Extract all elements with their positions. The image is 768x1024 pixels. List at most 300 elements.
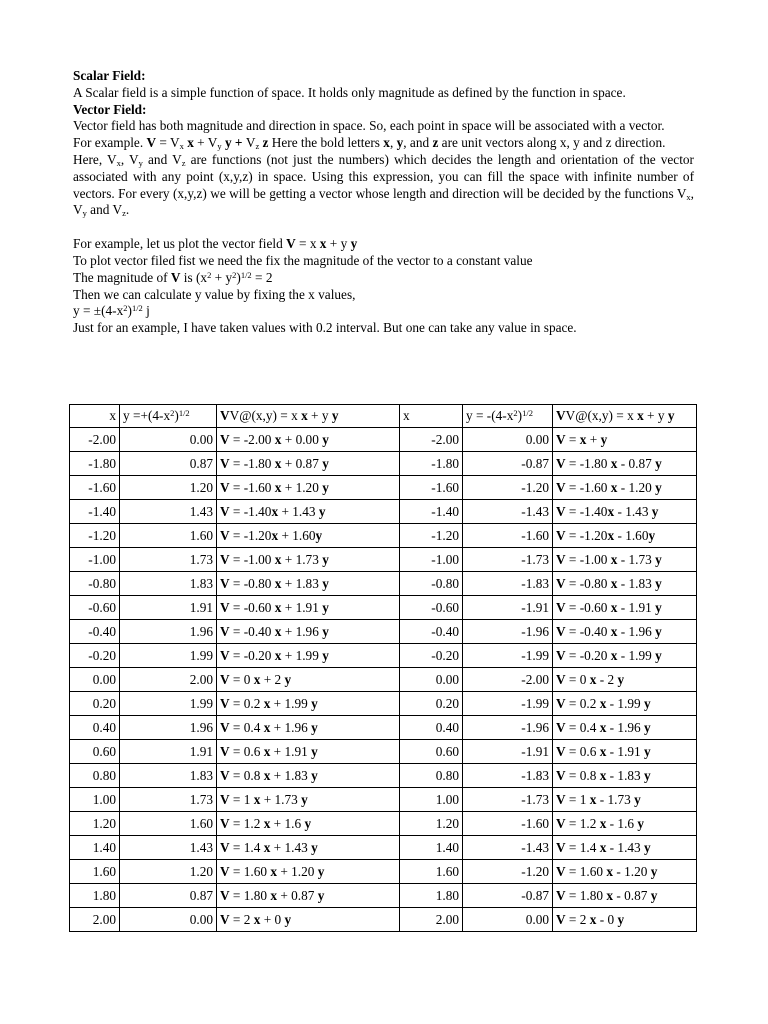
text-run: V: [220, 599, 230, 615]
text-run: - 1.20: [617, 479, 656, 495]
text-run: = -0.20: [229, 647, 275, 663]
subscript: x: [116, 157, 121, 168]
text-run: - 1.96: [617, 623, 656, 639]
text-run: V: [220, 647, 230, 663]
text-run: - 1.43: [606, 839, 645, 855]
text-run: y: [650, 863, 658, 879]
cell-x: -1.80: [70, 452, 120, 476]
text-run: is (x: [180, 269, 208, 285]
cell-x: 0.60: [400, 740, 463, 764]
table-row: [70, 596, 697, 620]
text-run: The magnitude of: [73, 269, 171, 285]
superscript: 1/2: [522, 408, 533, 418]
cell-x: -1.20: [400, 524, 463, 548]
cell-v-negative: [553, 620, 697, 644]
text-run: V: [220, 695, 230, 711]
table-row: [70, 668, 697, 692]
cell-x: -1.00: [400, 548, 463, 572]
cell-v-negative: [553, 428, 697, 452]
text-run: + 1.99: [270, 695, 312, 711]
text-run: + 1.96: [270, 719, 312, 735]
text-run: y: [396, 135, 404, 151]
text-run: and V: [142, 151, 182, 167]
subscript: z: [181, 157, 186, 168]
superscript: 1/2: [240, 269, 252, 280]
text-run: x: [589, 791, 597, 807]
subscript: y: [138, 157, 143, 168]
text-run: = 2: [565, 911, 590, 927]
cell-x: 0.80: [400, 764, 463, 788]
cell-v-positive: [217, 548, 400, 572]
text-run: V: [556, 527, 566, 543]
superscript: 1/2: [178, 408, 190, 418]
text-run: + 1.99: [281, 647, 323, 663]
cell-x: 0.40: [70, 716, 120, 740]
text-run: x: [274, 623, 282, 639]
cell-y-negative: -1.43: [463, 836, 553, 860]
text-run: y: [350, 236, 358, 252]
text-run: = 0.4: [565, 719, 600, 735]
text-run: y: [311, 839, 318, 855]
cell-y-positive: 0.00: [120, 428, 217, 452]
cell-x: 1.20: [70, 812, 120, 836]
cell-v-negative: [553, 860, 697, 884]
cell-x: -1.40: [400, 500, 463, 524]
text-run: V: [286, 236, 296, 252]
cell-x: -1.40: [70, 500, 120, 524]
text-run: - 1.60: [614, 527, 649, 543]
cell-y-positive: 1.73: [120, 548, 217, 572]
text-run: = -0.60: [565, 599, 611, 615]
text-run: y: [637, 815, 645, 831]
text-run: + 1.96: [281, 623, 323, 639]
text-run: z: [262, 135, 269, 151]
text-run: = 1.4: [565, 839, 600, 855]
text-run: V: [220, 767, 230, 783]
text-run: x: [263, 839, 271, 855]
cell-v-positive: [217, 836, 400, 860]
cell-v-negative: [553, 764, 697, 788]
cell-v-positive: [217, 740, 400, 764]
superscript: 2: [513, 408, 518, 418]
text-run: = 0.6: [565, 743, 600, 759]
cell-x: -1.20: [70, 524, 120, 548]
text-run: V: [556, 815, 566, 831]
text-run: = -1.00: [565, 551, 611, 567]
text-run: + 0.87: [281, 455, 323, 471]
text-run: x: [263, 815, 271, 831]
cell-v-negative: [553, 692, 697, 716]
cell-x: 0.00: [70, 668, 120, 692]
text-run: x: [383, 135, 390, 151]
text-run: x: [610, 551, 618, 567]
text-run: + 2: [260, 671, 285, 687]
cell-y-negative: -1.20: [463, 476, 553, 500]
vector-example-paragraph: [73, 135, 694, 152]
cell-y-positive: 1.60: [120, 812, 217, 836]
text-run: y: [644, 839, 651, 855]
text-run: y: [322, 455, 329, 471]
cell-y-positive: 1.43: [120, 500, 217, 524]
text-run: For example, let us plot the vector field: [73, 236, 287, 252]
cell-x: -0.80: [70, 572, 120, 596]
text-run: V: [220, 479, 230, 495]
cell-y-positive: 0.87: [120, 884, 217, 908]
cell-x: 0.80: [70, 764, 120, 788]
text-run: - 1.73: [617, 551, 656, 567]
text-run: - 1.83: [617, 575, 656, 591]
cell-y-positive: 1.83: [120, 572, 217, 596]
table-row: [70, 716, 697, 740]
cell-v-negative: [553, 716, 697, 740]
interval-line: Just for an example, I have taken values with 0.2 interval. But one can take any value in space.: [73, 320, 577, 336]
text-run: x: [253, 911, 261, 927]
text-run: V: [220, 575, 230, 591]
text-run: x: [274, 455, 282, 471]
header-x-negative: x: [400, 405, 463, 428]
text-run: y: [322, 623, 329, 639]
cell-y-negative: -1.20: [463, 860, 553, 884]
cell-x: 1.60: [70, 860, 120, 884]
text-run: , and: [403, 135, 433, 151]
text-run: = 0.2: [565, 695, 600, 711]
text-run: = -0.80: [565, 575, 611, 591]
text-run: + 1.91: [281, 599, 323, 615]
text-run: ): [127, 303, 132, 319]
text-run: Here, V: [73, 151, 117, 167]
text-run: V: [220, 527, 230, 543]
cell-y-positive: 1.73: [120, 788, 217, 812]
text-run: y: [617, 911, 625, 927]
table-row: [70, 500, 697, 524]
cell-y-positive: 1.99: [120, 644, 217, 668]
table-row: [70, 452, 697, 476]
superscript: 2: [232, 269, 237, 280]
text-run: y: [318, 503, 326, 519]
vector-field-paragraph: Vector field has both magnitude and direction in space. So, each point in space will be associated with a vector.: [73, 118, 665, 134]
text-run: y: [322, 551, 329, 567]
cell-x: -2.00: [70, 428, 120, 452]
text-run: x: [319, 236, 327, 252]
cell-x: -0.40: [400, 620, 463, 644]
cell-x: -0.40: [70, 620, 120, 644]
header-v-positive: [217, 405, 400, 428]
text-run: = -0.20: [565, 647, 611, 663]
subscript: z: [122, 208, 126, 219]
text-run: = 0.8: [565, 767, 600, 783]
document-body: [73, 68, 694, 337]
table-row: [70, 836, 697, 860]
text-run: = 2: [229, 911, 254, 927]
subscript: x: [179, 141, 184, 152]
cell-y-negative: 0.00: [463, 908, 553, 932]
text-run: = 0.8: [229, 767, 264, 783]
text-run: - 0.87: [617, 455, 656, 471]
cell-x: 1.80: [70, 884, 120, 908]
cell-x: 0.40: [400, 716, 463, 740]
cell-y-negative: -1.83: [463, 572, 553, 596]
text-run: V: [556, 431, 566, 447]
cell-v-negative: [553, 644, 697, 668]
cell-y-positive: 1.60: [120, 524, 217, 548]
cell-v-negative: [553, 836, 697, 860]
text-run: x: [606, 863, 614, 879]
text-run: + 1.83: [270, 767, 312, 783]
cell-v-negative: [553, 788, 697, 812]
text-run: x: [270, 887, 278, 903]
text-run: y = -(4-x: [466, 408, 514, 423]
text-run: x: [610, 479, 618, 495]
text-run: y: [650, 887, 658, 903]
cell-x: -2.00: [400, 428, 463, 452]
text-run: V: [556, 623, 566, 639]
cell-v-positive: [217, 572, 400, 596]
text-run: - 1.91: [606, 743, 645, 759]
text-run: are unit vectors along x, y and z direction.: [438, 135, 666, 151]
superscript: 2: [170, 408, 175, 418]
text-run: V: [170, 269, 181, 285]
cell-x: 0.60: [70, 740, 120, 764]
text-run: V: [556, 767, 566, 783]
text-run: + 0: [260, 911, 285, 927]
text-run: y: [284, 911, 292, 927]
text-run: x: [270, 863, 278, 879]
cell-v-negative: [553, 524, 697, 548]
text-run: y = ±(4-x: [73, 303, 124, 319]
cell-y-negative: -1.99: [463, 692, 553, 716]
text-run: V@(x,y) = x: [565, 408, 638, 423]
text-run: , V: [120, 151, 139, 167]
cell-x: 1.80: [400, 884, 463, 908]
cell-y-positive: 1.96: [120, 716, 217, 740]
text-run: y: [311, 743, 318, 759]
cell-y-positive: 1.20: [120, 476, 217, 500]
text-run: = -1.80: [229, 455, 275, 471]
text-run: V: [220, 503, 230, 519]
text-run: + 1.83: [281, 575, 323, 591]
text-run: x: [610, 623, 618, 639]
text-run: y: [284, 671, 292, 687]
text-run: V: [220, 719, 230, 735]
text-run: .: [125, 202, 130, 218]
cell-v-positive: [217, 644, 400, 668]
text-run: - 1.83: [606, 767, 645, 783]
text-run: V: [556, 911, 566, 927]
cell-v-positive: [217, 596, 400, 620]
text-run: - 0.87: [613, 887, 651, 903]
cell-y-positive: 1.99: [120, 692, 217, 716]
text-run: x: [263, 719, 271, 735]
cell-y-negative: -0.87: [463, 884, 553, 908]
text-run: y: [322, 479, 329, 495]
text-run: y: [655, 599, 662, 615]
cell-y-negative: -1.83: [463, 764, 553, 788]
text-run: x: [607, 503, 615, 519]
text-run: V: [556, 839, 566, 855]
text-run: y: [224, 135, 232, 151]
text-run: + 0.00: [281, 431, 323, 447]
text-run: V: [556, 695, 566, 711]
cell-y-negative: -1.73: [463, 788, 553, 812]
cell-x: 0.20: [70, 692, 120, 716]
text-run: = 1.4: [229, 839, 264, 855]
cell-v-positive: [217, 860, 400, 884]
cell-x: -1.60: [70, 476, 120, 500]
text-run: = 0: [229, 671, 254, 687]
text-run: - 1.99: [617, 647, 656, 663]
text-run: y: [667, 408, 675, 423]
scalar-field-heading: Scalar Field:: [73, 68, 146, 83]
text-run: y: [651, 503, 659, 519]
table-row: [70, 860, 697, 884]
table-row: [70, 884, 697, 908]
cell-y-negative: -1.96: [463, 620, 553, 644]
text-run: x: [637, 408, 644, 423]
table-row: [70, 548, 697, 572]
text-run: V: [556, 671, 566, 687]
text-run: + 1.43: [278, 503, 319, 519]
text-run: x: [606, 887, 614, 903]
text-run: =: [565, 431, 580, 447]
table-row: [70, 476, 697, 500]
text-run: and V: [86, 202, 123, 218]
text-run: = -1.40: [229, 503, 272, 519]
text-run: V: [556, 455, 566, 471]
text-run: - 0: [596, 911, 618, 927]
text-run: + V: [193, 135, 218, 151]
text-run: V: [556, 647, 566, 663]
table-row: [70, 692, 697, 716]
cell-v-positive: [217, 764, 400, 788]
text-run: = 0.6: [229, 743, 264, 759]
cell-x: -0.60: [70, 596, 120, 620]
text-run: Here the bold letters: [268, 135, 384, 151]
text-run: z: [432, 135, 439, 151]
header-v-negative: [553, 405, 697, 428]
text-run: are functions (not just the numbers) which decides the length and orientation of the vector associated with any point (x,y,z) in space. Using this expression, you can fill the space with infinite number of vectors. For every (x,y,z) we will be getting a vector whose length and direction will be decided by the functions V: [73, 151, 694, 201]
text-run: y =+(4-x: [123, 408, 171, 423]
cell-x: 1.40: [400, 836, 463, 860]
cell-x: -0.80: [400, 572, 463, 596]
functions-paragraph: [73, 152, 694, 219]
text-run: V: [556, 791, 566, 807]
text-run: V: [556, 503, 566, 519]
text-run: x: [263, 767, 271, 783]
text-run: y: [322, 599, 329, 615]
cell-x: 1.00: [400, 788, 463, 812]
text-run: y: [322, 647, 329, 663]
text-run: y: [322, 575, 329, 591]
table-row: [70, 644, 697, 668]
text-run: = -0.80: [229, 575, 275, 591]
magnitude-line: [73, 270, 694, 287]
text-run: y: [634, 791, 641, 807]
text-run: + 1.6: [270, 815, 305, 831]
cell-y-positive: 1.91: [120, 596, 217, 620]
cell-y-positive: 1.91: [120, 740, 217, 764]
cell-v-positive: [217, 476, 400, 500]
text-run: x: [589, 911, 597, 927]
text-run: = 0: [565, 671, 590, 687]
cell-x: 2.00: [400, 908, 463, 932]
cell-v-negative: [553, 884, 697, 908]
cell-x: -0.60: [400, 596, 463, 620]
text-run: V: [220, 743, 230, 759]
text-run: ,: [389, 135, 397, 151]
cell-y-negative: -1.91: [463, 740, 553, 764]
text-run: y: [311, 719, 318, 735]
text-run: - 1.6: [606, 815, 638, 831]
text-run: + 1.91: [270, 743, 312, 759]
text-run: y: [655, 575, 662, 591]
text-run: - 1.73: [596, 791, 635, 807]
text-run: y: [617, 671, 625, 687]
header-y-negative: [463, 405, 553, 428]
text-run: x: [274, 575, 282, 591]
text-run: = -1.80: [565, 455, 611, 471]
cell-v-negative: [553, 500, 697, 524]
text-run: V: [220, 863, 230, 879]
cell-v-positive: [217, 716, 400, 740]
cell-y-negative: -2.00: [463, 668, 553, 692]
text-run: +: [586, 431, 601, 447]
text-run: For example.: [73, 135, 147, 151]
text-run: = 1.2: [229, 815, 264, 831]
subscript: z: [255, 141, 260, 152]
text-run: x: [579, 431, 587, 447]
text-run: x: [271, 527, 279, 543]
vector-values-table: [69, 404, 697, 932]
cell-x: -1.80: [400, 452, 463, 476]
table-header-row: [70, 405, 697, 428]
text-run: V: [220, 671, 230, 687]
text-run: x: [610, 647, 618, 663]
cell-y-positive: 0.87: [120, 452, 217, 476]
text-run: y: [655, 479, 662, 495]
cell-y-positive: 1.83: [120, 764, 217, 788]
cell-y-negative: -1.99: [463, 644, 553, 668]
fix-magnitude-line: To plot vector filed fist we need the fix the magnitude of the vector to a constant value: [73, 252, 533, 268]
text-run: V: [556, 551, 566, 567]
text-run: V: [245, 135, 256, 151]
spacer: [73, 219, 694, 236]
text-run: y: [315, 527, 323, 543]
text-run: , V: [73, 185, 694, 218]
cell-x: -1.60: [400, 476, 463, 500]
text-run: V: [220, 791, 230, 807]
text-run: = x: [295, 236, 320, 252]
text-run: + 1.73: [281, 551, 323, 567]
text-run: = 1.80: [229, 887, 271, 903]
text-run: - 1.96: [606, 719, 645, 735]
text-run: = -0.40: [229, 623, 275, 639]
cell-y-negative: -1.60: [463, 812, 553, 836]
text-run: x: [301, 408, 308, 423]
table-row: [70, 908, 697, 932]
cell-x: 0.00: [400, 668, 463, 692]
text-run: V: [556, 599, 566, 615]
cell-v-positive: [217, 884, 400, 908]
cell-x: -1.00: [70, 548, 120, 572]
cell-v-positive: [217, 452, 400, 476]
text-run: y: [644, 695, 651, 711]
cell-y-positive: 1.96: [120, 620, 217, 644]
text-run: V: [556, 408, 566, 423]
cell-x: -0.20: [400, 644, 463, 668]
table-row: [70, 572, 697, 596]
text-run: = 0.4: [229, 719, 264, 735]
cell-v-positive: [217, 500, 400, 524]
